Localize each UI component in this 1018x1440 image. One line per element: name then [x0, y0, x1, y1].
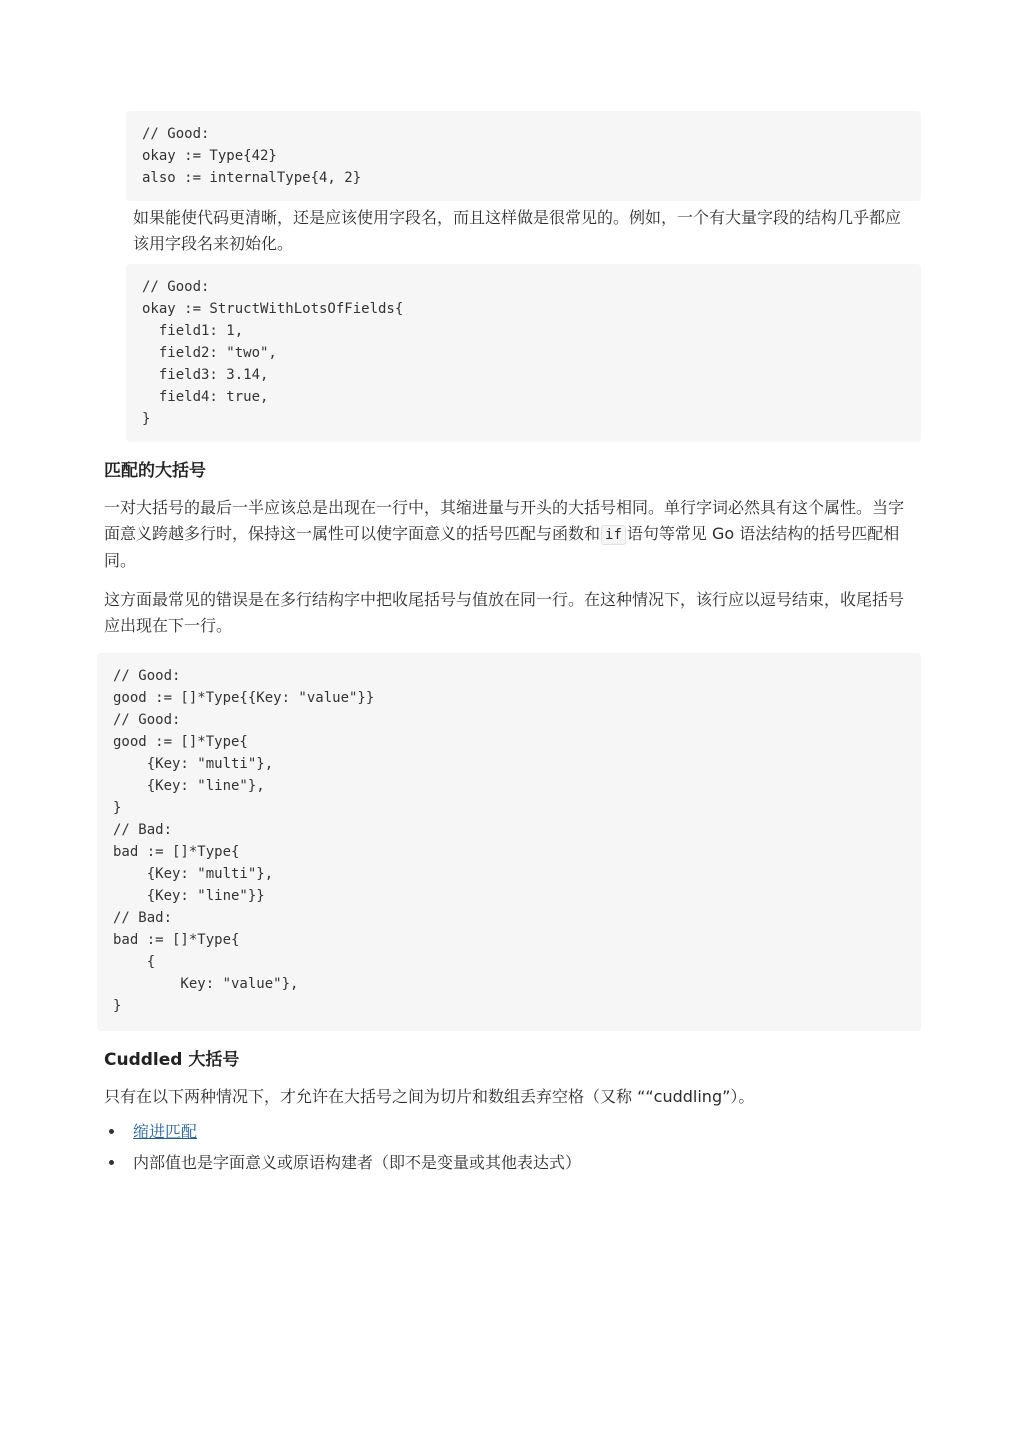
paragraph-text: 一对大括号的最后一半应该总是出现在一行中，其缩进量与开头的大括号相同。单行字词必然具有这个属性。当字面意义跨越多行时，保持这一属性可以使字面意义的括号匹配与函数和 [104, 498, 905, 543]
link-indentation-matching[interactable]: 缩进匹配 [133, 1122, 198, 1141]
matching-braces-paragraph-2: 这方面最常见的错误是在多行结构字中把收尾括号与值放在同一行。在这种情况下，该行应以逗号结束，收尾括号应出现在下一行。 [104, 590, 905, 635]
section-heading-matching-braces: 匹配的大括号 [104, 461, 206, 481]
paragraph-text: 语句等常见 Go 语法结构的括号匹配相同。 [104, 524, 900, 570]
intro-paragraph: 如果能使代码更清晰，还是应该使用字段名，而且这样做是很常见的。例如，一个有大量字段的结构几乎都应该用字段名来初始化。 [133, 208, 902, 253]
bullet-icon [109, 1160, 114, 1165]
list-item [104, 1119, 914, 1150]
list-item-text: 内部值也是字面意义或原语构建者（即不是变量或其他表达式） [133, 1153, 582, 1172]
code-block-brace-examples: // Good: good := []*Type{{Key: "value"}} // Good: good := []*Type{ {Key: "multi"}, {Key: "line"}, } // Bad: bad := []*Type{ {Key: "multi"}, {Key: "line"}} // Bad: bad := []*Type{ { Key: "value"}, } [97, 653, 921, 1031]
matching-braces-paragraph-1 [104, 495, 914, 574]
bullet-icon [109, 1129, 114, 1134]
code-block-good-struct: // Good: okay := StructWithLotsOfFields{ field1: 1, field2: "two", field3: 3.14, field4: true, } [126, 264, 921, 442]
list-item [104, 1150, 914, 1181]
code-block-good-short: // Good: okay := Type{42} also := internalType{4, 2} [126, 111, 921, 201]
cuddled-braces-paragraph: 只有在以下两种情况下，才允许在大括号之间为切片和数组丢弃空格（又称 ““cuddling”）。 [104, 1087, 755, 1106]
inline-code-if: if [601, 525, 626, 545]
cuddled-conditions-list [104, 1119, 914, 1181]
section-heading-cuddled-braces: Cuddled 大括号 [104, 1050, 240, 1070]
